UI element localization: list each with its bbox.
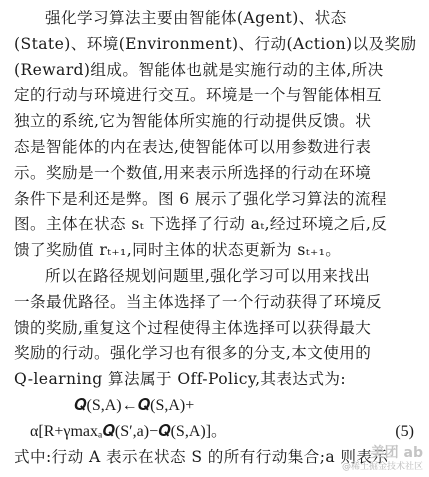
equation-line-1: 𝑸(S,A)←𝑸(S,A)+ — [74, 396, 195, 414]
text-line: 馈的奖励,重复这个过程使得主体选择可以获得最大 — [14, 318, 372, 337]
watermark — [342, 445, 423, 473]
text-line: (Reward)组成。智能体也就是实施行动的主体,所决 — [14, 60, 384, 79]
equation-5 — [14, 393, 418, 445]
text-line: 馈了奖励值 rₜ₊₁,同时主体的状态更新为 sₜ₊₁。 — [14, 241, 342, 260]
text-line: 式中:行动 A 表示在状态 S 的所有行动集合;a 则表示 — [14, 447, 389, 466]
watermark-subtitle: @稀土掘金技术社区 — [341, 462, 423, 472]
text-line: 所以在路径规划问题里,强化学习可以用来找出 — [45, 266, 371, 285]
text-line: 一条最优路径。当主体选择了一个行动获得了环境反 — [14, 292, 382, 311]
document-body — [14, 6, 418, 470]
text-line: 示。奖励是一个数值,用来表示所选择的行动在环境 — [14, 163, 372, 182]
paragraph-1 — [14, 6, 418, 264]
text-line: 独立的系统,它为智能体所实施的行动提供反馈。状 — [14, 112, 372, 131]
text-line: 定的行动与环境进行交互。环境是一个与智能体相互 — [14, 86, 382, 105]
watermark-logo: 美团 ab — [370, 445, 423, 461]
text-line: 强化学习算法主要由智能体(Agent)、状态 — [45, 9, 347, 27]
text-line: Q-learning 算法属于 Off-Policy,其表达式为: — [14, 370, 347, 389]
text-line: (State)、环境(Environment)、行动(Action)以及奖励 — [14, 34, 417, 53]
text-line: 图。主体在状态 sₜ 下选择了行动 aₜ,经过环境之后,反 — [14, 215, 388, 234]
equation-line-2: α[R+γmaxₐ𝑸(S′,a)−𝑸(S,A)]。 — [30, 422, 228, 440]
text-line: 态是智能体的内在表达,使智能体可以用参数进行表 — [14, 137, 372, 156]
equation-number: (5) — [395, 422, 414, 440]
equation-line-2-row — [14, 419, 418, 445]
paragraph-2 — [14, 264, 418, 393]
text-line: 奖励的行动。强化学习也有很多的分支,本文使用的 — [14, 344, 372, 363]
text-line: 条件下是利还是弊。图 6 展示了强化学习算法的流程 — [14, 189, 387, 208]
